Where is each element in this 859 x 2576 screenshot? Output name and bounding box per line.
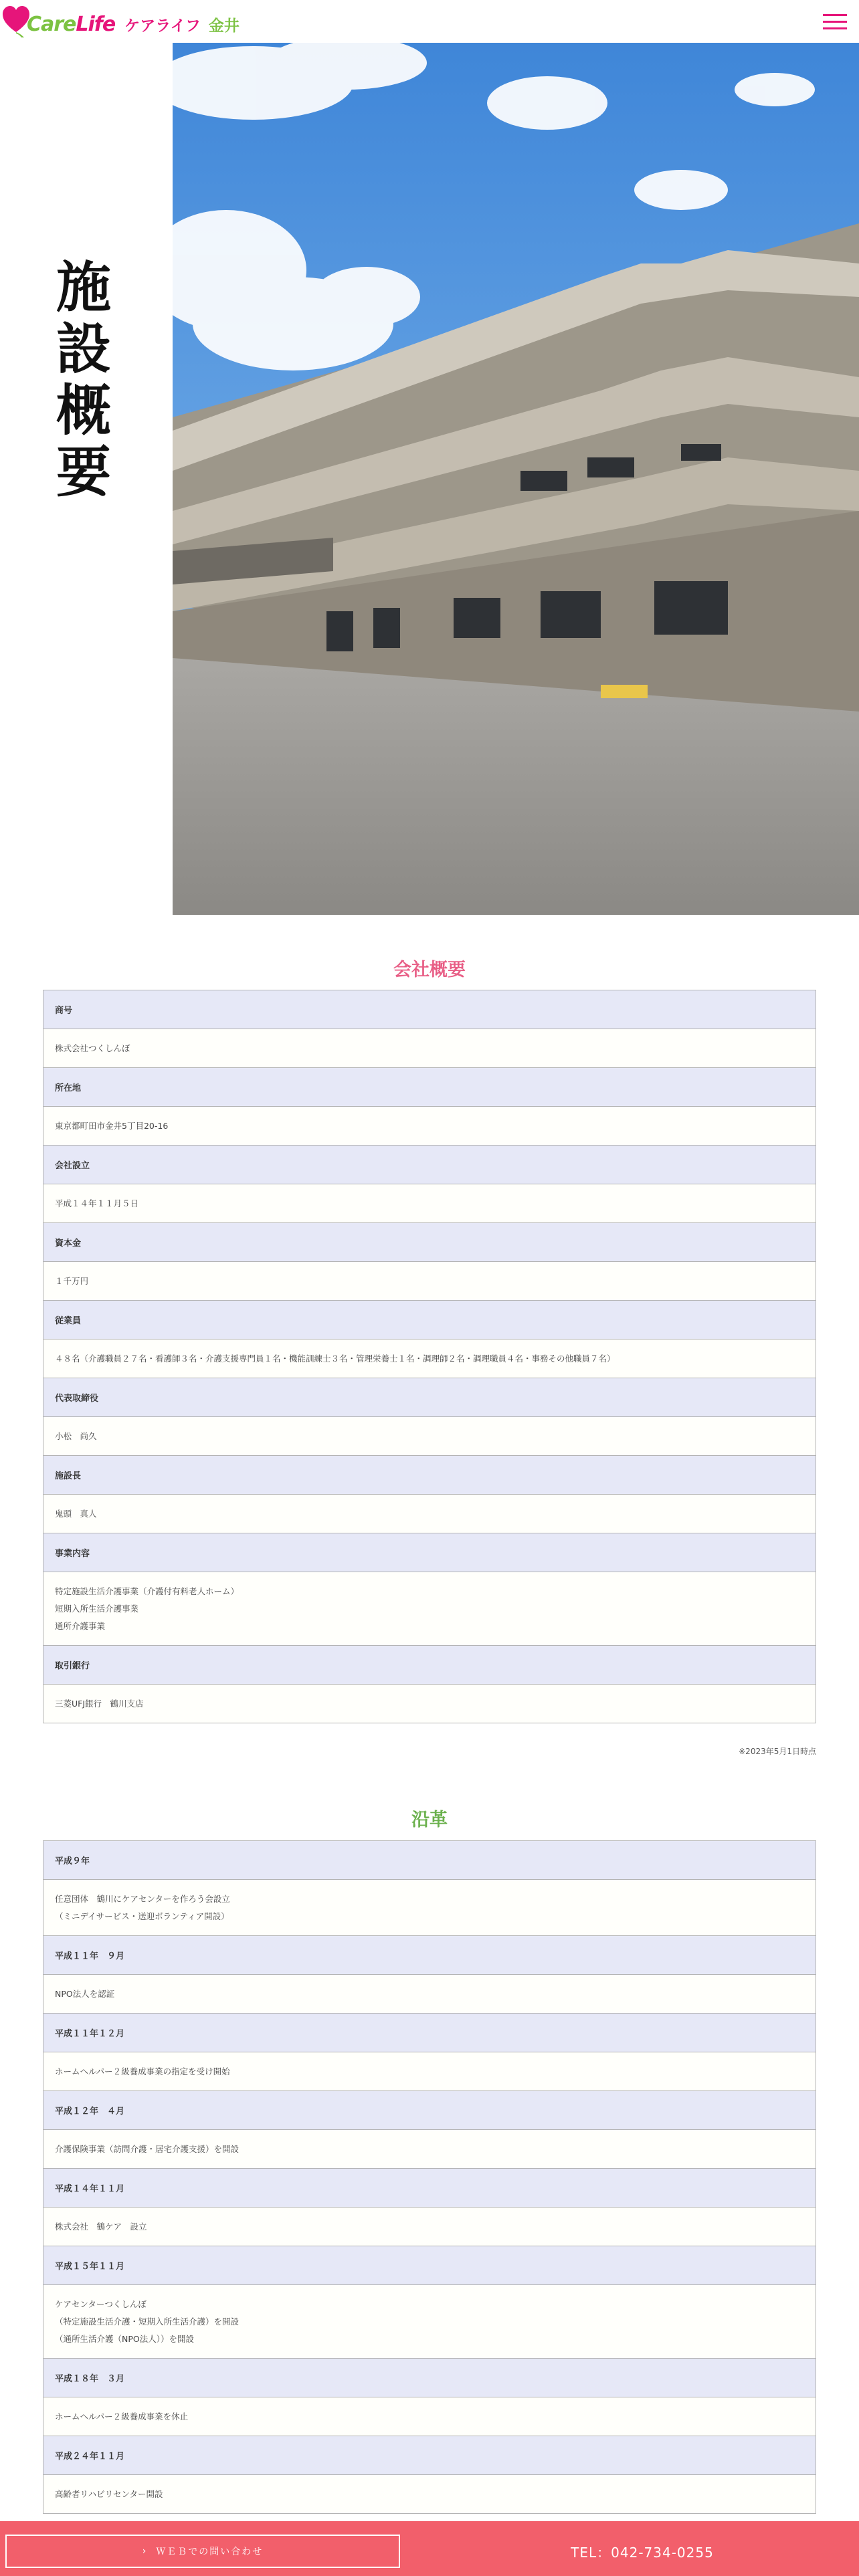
table-row-value: 小松 尚久 [43,1417,816,1456]
table-row-value: ４８名（介護職員２７名・看護師３名・介護支援専門員１名・機能訓練士３名・管理栄養士１名・調理師２名・調理職員４名・事務その他職員７名） [43,1339,816,1378]
site-logo[interactable] [3,0,240,43]
table-row-label: 代表取締役 [43,1378,816,1417]
table-row-value: 鬼頭 真人 [43,1495,816,1533]
hamburger-menu-icon[interactable] [822,11,848,32]
table-row-label: 会社設立 [43,1146,816,1184]
table-row-label: 事業内容 [43,1533,816,1572]
hamburger-line [823,21,847,23]
tel-link[interactable]: TEL：042-734-0255 [571,2544,714,2561]
company-overview-title: 会社概要 [393,960,466,980]
history-title: 沿革 [411,1810,448,1830]
chevron-right-icon: › [142,2546,157,2557]
site-header [0,0,859,43]
table-row-value: 株式会社つくしんぼ [43,1029,816,1068]
table-row-value: ケアセンターつくしんぼ （特定施設生活介護・短期入所生活介護）を開設 （通所生活介護（NPO法人））を開設 [43,2285,816,2359]
web-contact-button[interactable]: › ＷＥＢでの問い合わせ [5,2535,400,2568]
table-row-label: 平成１１年 ９月 [43,1936,816,1975]
hamburger-line [823,14,847,16]
table-row-value: 介護保険事業（訪問介護・居宅介護支援）を開設 [43,2130,816,2169]
page-title: 施設概要 [56,256,111,504]
table-row-value: 任意団体 鶴川にケアセンターを作ろう会設立 （ミニデイサービス・送迎ボランティア開設） [43,1880,816,1936]
table-row-label: 取引銀行 [43,1646,816,1685]
table-row-label: 平成９年 [43,1841,816,1880]
table-row-label: 施設長 [43,1456,816,1495]
table-row-value: 平成１４年１１月５日 [43,1184,816,1223]
table-row-value: 三菱UFJ銀行 鶴川支店 [43,1685,816,1723]
company-overview-table [43,990,816,1723]
table-row-label: 商号 [43,990,816,1029]
building-photo [173,43,859,915]
hamburger-line [823,27,847,29]
heart-logo-icon [3,5,29,37]
table-row-label: 従業員 [43,1301,816,1339]
table-row-label: 平成１１年１２月 [43,2014,816,2052]
table-row-value: １千万円 [43,1262,816,1301]
table-row-label: 平成１４年１１月 [43,2169,816,2208]
table-row-value: 株式会社 鶴ケア 設立 [43,2208,816,2246]
history-table [43,1840,816,2514]
bottom-contact-bar [0,2521,859,2576]
logo-jp-name: ケアライフ [124,17,201,35]
table-row-label: 平成１８年 ３月 [43,2359,816,2397]
table-row-label: 所在地 [43,1068,816,1107]
table-row-label: 平成１５年１１月 [43,2246,816,2285]
table-row-value: 東京都町田市金井5丁目20-16 [43,1107,816,1146]
table-row-value: NPO法人を認証 [43,1975,816,2014]
as-of-note: ※2023年5月1日時点 [739,1747,816,1756]
table-row-label: 平成１２年 ４月 [43,2091,816,2130]
table-row-value: ホームヘルパー２級養成事業の指定を受け開始 [43,2052,816,2091]
logo-brand: CareLife [27,12,116,36]
table-row-label: 資本金 [43,1223,816,1262]
table-row-value: ホームヘルパー２級養成事業を休止 [43,2397,816,2436]
table-row-value: 特定施設生活介護事業（介護付有料老人ホーム） 短期入所生活介護事業 通所介護事業 [43,1572,816,1646]
table-row-label: 平成２４年１１月 [43,2436,816,2475]
logo-place-name: 金井 [208,17,240,35]
table-row-value: 高齢者リハビリセンター開設 [43,2475,816,2514]
